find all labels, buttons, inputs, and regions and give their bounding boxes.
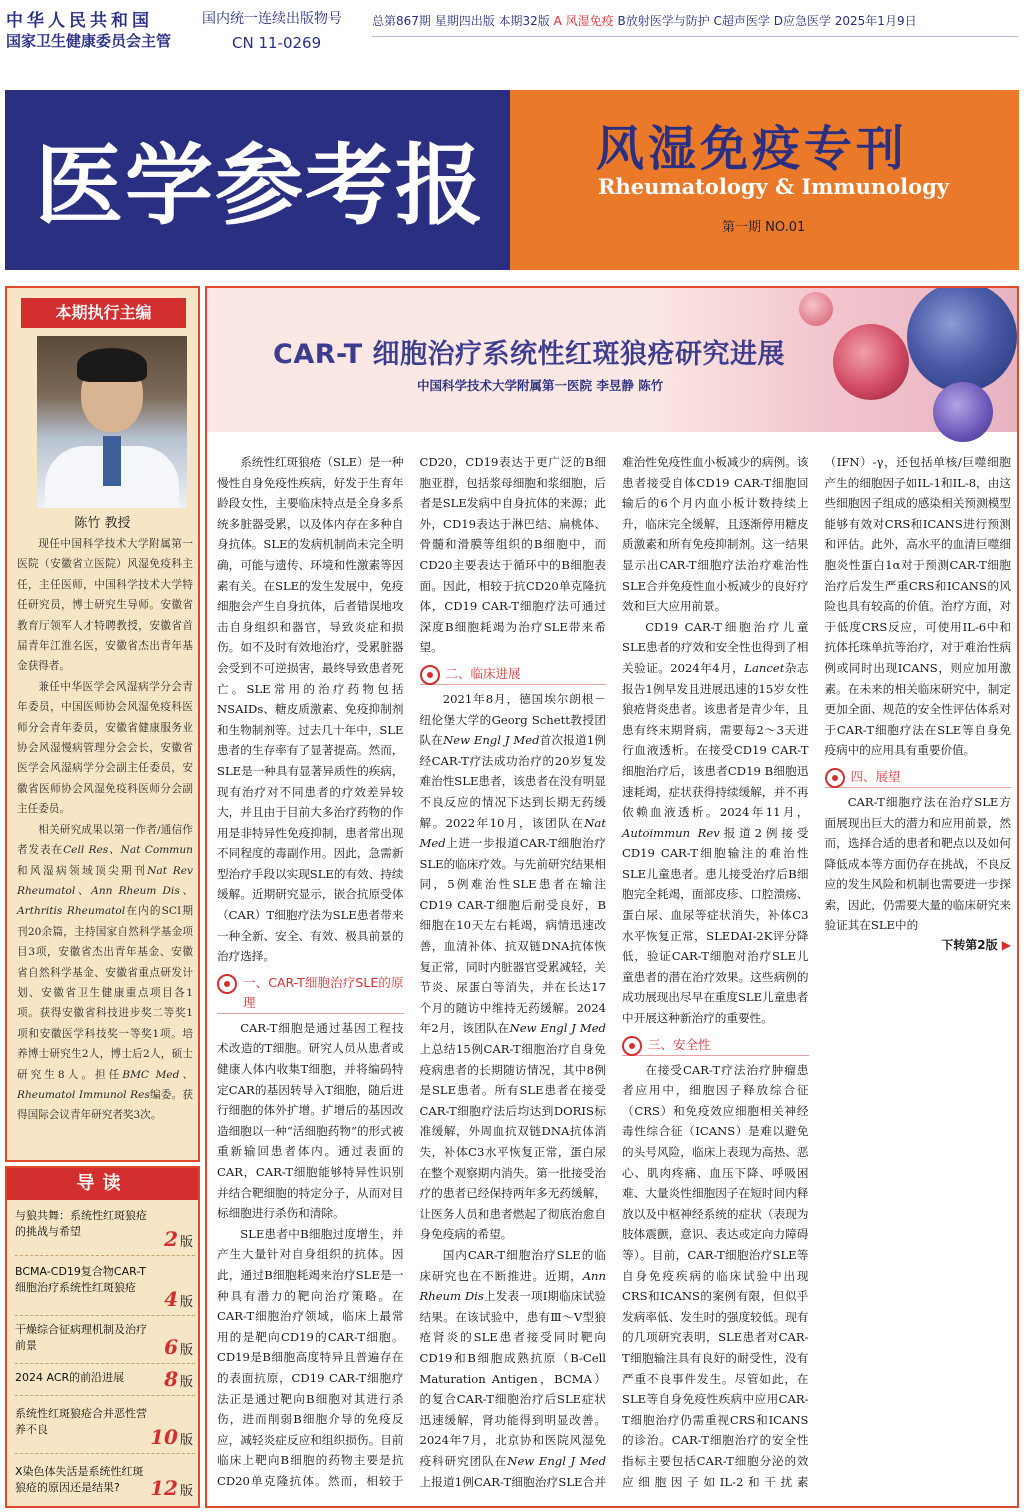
body-paragraph: CAR-T细胞是通过基因工程技术改造的T细胞。研究人员从患者或健康人体内收集T细胞，并将编码特定CAR的基因转导入T细胞，随后进行细胞的体外扩增。扩增后的基因改造细胞以一种“活细胞药物”的形式被重新输回患者体内。通过表面的CAR，CAR-T细胞能够特异性识别并结合靶细胞的特定分子，从而对目标细胞进行杀伤和清除。: [217, 1020, 404, 1221]
supplement-title: 风湿免疫专刊: [596, 121, 909, 177]
body-text: 杂志报告1例早发且进展迅速的15岁女性狼疮肾炎患者。该患者是青少年，且患有终末期肾病，需要每2～3天进行血液透析。在接受CD19 CAR-T细胞治疗后，该患者CD19 B细胞迅速耗竭，症状获得持续缓解，并不再依赖血液透析。2024年11月，: [622, 660, 809, 820]
body-text: 上发表一项Ⅰ期临床试验结果。在该试验中，患有Ⅲ～Ⅴ型狼疮肾炎的SLE患者接受同时靶向CD19和B细胞成熟抗原（B-Cell Maturation Antigen，BCMA）的复合CAR-T细胞治疗后SLE症状迅速缓解，肾功能得到明显改善。2024年7月，北京协和医院风湿免疫科研究团队在: [419, 1289, 606, 1468]
bio-text: 和风湿病领域顶尖期刊: [17, 864, 148, 877]
guide-item-text: BCMA-CD19复合物CAR-T细胞治疗系统性红斑狼疮: [15, 1265, 147, 1294]
editor-box: [5, 286, 200, 1162]
article-authors: 中国科学技术大学附属第一医院 李昱静 陈竹: [417, 378, 664, 393]
guide-item[interactable]: [15, 1364, 195, 1396]
issue-info-suffix: B放射医学与防护 C超声医学 D应急医学 2025年1月9日: [613, 14, 917, 28]
cn-label: 国内统一连续出版物号: [202, 11, 342, 27]
main-article: [205, 286, 1019, 1508]
photo-tie-shape: [103, 436, 121, 486]
publisher-line2: 国家卫生健康委员会主管: [6, 32, 172, 50]
guide-page-unit: 版: [179, 1433, 193, 1448]
guide-item[interactable]: [15, 1316, 195, 1364]
guide-item-page: [150, 1425, 193, 1449]
body-text: 国内CAR-T细胞治疗SLE的临床研究也在不断推进。近期，: [419, 1247, 606, 1283]
journal-name: New Engl J Med: [507, 1453, 606, 1468]
guide-item[interactable]: [15, 1204, 195, 1256]
section-marker-icon: [825, 768, 845, 788]
body-paragraph: 在接受CAR-T疗法治疗肿瘤患者应用中，细胞因子释放综合征（CRS）和免疫效应细胞相关神经毒性综合征（ICANS）是难以避免的头号风险，临床上表现为高热、恶心、肌肉疼痛、血压下降、呼吸困难、大量炎性细胞因子在短时间内释放以及中枢神经系统的症状（表现为肢体震颤，意识、表达或定向力障碍等）。目前，CAR-T细胞治疗SLE等自身免疫疾病的临床试验中出现CRS和ICANS的案例有限，但似乎发病率低、发生时的强度较低。现有的几项研究表明，SLE患者对CAR-T细胞输注具有良好的耐受性，没有严重不良事件发生。尽管如此，在SLE等自身免疫性疾病中应用CAR-T细胞治疗仍需重视CRS和ICANS的诊治。CAR-T细胞治疗的安全性指标主要包括CAR-T细胞分泌的效应细胞因子如IL-2和干扰素（IFN）-γ，还包括单核/巨噬细胞产生的细胞因子如IL-1和IL-8，由这些细胞因子组成的感染相关预测模型能够有效对CRS和ICANS进行预测和评估。此外，高水平的血清巨噬细胞炎性蛋白1α对于预测CAR-T细胞治疗后发生严重CRS和ICANS的风险也具有较高的价值。治疗方面，对于低度CRS反应，可使用IL-6中和抗体托珠单抗等治疗，对于难治性病例或同时出现ICANS，则应加用激素。在未来的相关临床研究中，制定更加全面、规范的安全性评估体系对于CAR-T细胞疗法在SLE等自身免疫病中的应用具有重要价值。: [622, 455, 1011, 1489]
continued-notice[interactable]: [825, 936, 1012, 953]
guide-page-number: 4: [164, 1287, 178, 1311]
guide-heading: 导读: [7, 1168, 198, 1200]
guide-page-unit: 版: [179, 1484, 193, 1499]
editor-name: 陈竹 教授: [74, 516, 131, 531]
guide-page-unit: 版: [179, 1235, 193, 1250]
issue-info-highlight: A 风湿免疫: [553, 14, 614, 28]
guide-page-number: 6: [164, 1335, 178, 1359]
guide-item-text: X染色体失活是系统性红斑狼疮的原因还是结果?: [15, 1465, 144, 1494]
masthead-left-panel: [5, 90, 510, 270]
section-heading-1: [217, 973, 404, 1014]
editor-photo: [37, 336, 187, 508]
bio-text: 在内的SCI期刊20余篇，主持国家自然科学基金项目3项，安徽省杰出青年基金、安徽省自然科学基金、安徽省重点研发计划、安徽省卫生健康重点项目各1项。获得安徽省科技进步奖二等奖1项和安徽医学科技奖一等奖1项。培养博士研究生2人，博士后2人，硕士研究生8人。担任: [17, 905, 193, 1081]
section-heading-4: [825, 767, 1012, 788]
issue-number: 第一期 NO.01: [722, 220, 806, 235]
top-strip: [0, 0, 1024, 66]
body-text: CD19 CAR-T细胞治疗儿童SLE患者的疗效和安全性也得到了相关验证。2024年4月，: [622, 619, 809, 675]
journal-name: Ann Rheum Dis: [419, 1268, 606, 1304]
guide-box: [5, 1166, 200, 1508]
bio-journals: Cell Res、Nat Commun: [63, 844, 193, 857]
issue-info-prefix: 总第867期 星期四出版 本期32版: [372, 14, 554, 28]
guide-item-text: 干燥综合征病理机制及治疗前景: [15, 1323, 147, 1352]
article-body: [217, 452, 1011, 1504]
editor-bio-p2: 兼任中华医学会风湿病学分会青年委员，中国医师协会风湿免疫科医师分会青年委员，安徽省健康服务业协会风湿慢病管理分会会长，安徽省医学会风湿病学分会副主任委员，安徽省医师协会风湿免疫科医师分会副主任委员。: [17, 680, 193, 816]
continued-text: 下转第2版: [941, 938, 998, 953]
issue-info: [372, 12, 917, 29]
guide-page-number: 2: [164, 1227, 178, 1251]
guide-page-unit: 版: [179, 1295, 193, 1310]
bio-text: 编委。获得国际会议青年研究者奖3次。: [17, 1088, 193, 1122]
body-text: 2021年8月，德国埃尔朗根－纽伦堡大学的Georg Schett教授团队在: [419, 691, 606, 748]
body-text: 首次报道1例经CAR-T疗法成功治疗的20岁复发难治性SLE患者，该患者在没有明显不良反应的情况下达到长期无药缓解。2022年10月，该团队在: [419, 733, 606, 830]
editor-bio-p3: [17, 820, 193, 1126]
article-banner: [207, 288, 1017, 432]
section-marker-icon: [622, 1036, 642, 1056]
section-title: 二、临床进展: [445, 665, 521, 681]
guide-page-unit: 版: [179, 1343, 193, 1358]
body-paragraph: CAR-T细胞疗法在治疗SLE方面展现出巨大的潜力和应用前景，然而，选择合适的患者和靶点以及如何降低成本等方面仍存在挑战，不良反应的发生风险和机制也需要进一步探索，因此，仍需要大量的临床研究来验证其在SLE中的: [824, 794, 1011, 933]
section-title: 一、CAR-T细胞治疗SLE的原理: [243, 974, 404, 1010]
section-marker-icon: [420, 665, 440, 685]
body-paragraph: [622, 617, 809, 1029]
guide-item-page: [164, 1227, 193, 1251]
body-paragraph: [420, 689, 607, 1245]
bio-journals: Nat Rev Rheumatol、Ann Rheum Dis、Arthritis Rheumatol: [17, 864, 194, 918]
guide-page-number: 12: [150, 1476, 178, 1500]
body-text: 上总结15例CAR-T细胞治疗自身免疫病患者的长期随访情况，其中8例是SLE患者。所有SLE患者在接受CAR-T细胞疗法后均达到DORIS标准缓解，外周血抗双链DNA抗体消失，补体C3水平恢复正常，蛋白尿在整个观察期内消失。第一批接受治疗的患者已经保持两年多无药缓解，让医务人员和患者燃起了彻底治愈自身免疫病的希望。: [419, 1042, 606, 1242]
editor-bio-p1: 现任中国科学技术大学附属第一医院（安徽省立医院）风湿免疫科主任，主任医师，中国科学技术大学特任研究员，博士研究生导师。安徽省教育厅领军人才特聘教授，安徽省首届青年江淮名医，安徽省杰出青年基金获得者。: [17, 538, 193, 673]
publisher-line1: 中华人民共和国: [6, 11, 153, 31]
bio-text: 相关研究成果以第一作者/通信作者发表在: [17, 823, 193, 857]
guide-item-text: 与狼共舞：系统性红斑狼疮的挑战与希望: [15, 1209, 147, 1238]
section-title: 三、安全性: [648, 1036, 711, 1052]
journal-name: New Engl J Med: [443, 733, 540, 748]
article-title: CAR-T 细胞治疗系统性红斑狼疮研究进展: [273, 339, 786, 370]
cn-number: CN 11-0269: [232, 34, 322, 52]
guide-item-page: [164, 1335, 193, 1359]
photo-hair-shape: [77, 348, 147, 382]
journal-name: Nat Med: [419, 815, 606, 851]
editor-heading: 本期执行主编: [21, 298, 186, 328]
guide-item[interactable]: [15, 1454, 195, 1504]
guide-item[interactable]: [15, 1396, 195, 1454]
body-text: 上进一步报道CAR-T细胞治疗SLE的临床疗效。与先前研究结果相同，5例难治性SLE患者在输注CD19 CAR-T细胞后耐受良好，B细胞在10天左右耗竭，病情迅速改善，血清补体、抗双链DNA抗体恢复正常，同时内脏器官受累减轻，关节炎、尿蛋白等消失，并在长达17个月的随访中维持无药缓解。2024年2月，该团队在: [419, 836, 606, 1036]
journal-name: New Engl J Med: [509, 1021, 606, 1036]
virus-illustration: [907, 286, 1017, 392]
section-title: 四、展望: [850, 768, 901, 784]
header-divider: [372, 36, 1018, 37]
masthead-right-panel: [510, 90, 1019, 270]
guide-item-page: [164, 1287, 193, 1311]
guide-item[interactable]: [15, 1256, 195, 1316]
guide-item-text: 2024 ACR的前沿进展: [15, 1371, 125, 1384]
section-heading-3: [622, 1035, 809, 1056]
intro-paragraph: 系统性红斑狼疮（SLE）是一种慢性自身免疫性疾病，好发于生育年龄段女性，主要临床特点是全身多系统多脏器受累，以及体内存在多种自身抗体。SLE的发病机制尚未完全明确，可能与遗传、环境和性激素等因素有关。在SLE的发生发展中，免疫细胞会产生自身抗体，后者错误地攻击自身组织和器官，导致炎症和损伤。如不及时有效地治疗，受累脏器会受到不可逆损害，最终导致患者死亡。SLE常用的治疗药物包括NSAIDs、糖皮质激素、免疫抑制剂和生物制剂等。过去几十年中，SLE患者的生存率有了显著提高。然而，SLE是一种具有显著异质性的疾病，现有治疗对不同患者的疗效差异较大，并且由于目前大多治疗药物的作用是非特异性免疫抑制，患者常出现不同程度的毒副作用。因此，急需新型治疗手段以实现SLE的有效、持续缓解。近期研究显示，嵌合抗原受体（CAR）T细胞疗法为SLE患者带来一种全新、安全、有效、极具前景的治疗选择。: [217, 455, 404, 964]
body-text: 上报道1例CAR-T细胞治疗SLE合并难治性免疫性血小板减少的病例。该患者接受自体CD19 CAR-T细胞回输后的6个月内血小板计数持续上升，临床完全缓解，且逐渐停用糖皮质激素和所有免疫抑制剂。这一结果显示出CAR-T细胞疗法治疗难治性SLE合并免疫性血小板减少的良好疗效和巨大应用前景。: [419, 455, 809, 1489]
guide-item-page: [164, 1367, 193, 1391]
virus-illustration: [833, 324, 909, 400]
masthead: [0, 66, 1024, 272]
editor-bio: [17, 534, 193, 1126]
supplement-title-en: Rheumatology & Immunology: [598, 174, 950, 199]
guide-item-page: [150, 1476, 193, 1500]
section-heading-2: [420, 664, 607, 685]
virus-illustration: [799, 292, 833, 326]
body-text: 报道2例接受CD19 CAR-T细胞输注的难治性SLE儿童患者。患儿接受治疗后B细胞完全耗竭，面部皮疹、口腔溃疡、蛋白尿、血尿等症状消失，补体C3水平恢复正常，SLEDAI-2K评分降低，验证CAR-T细胞对治疗SLE儿童患者的潜在治疗效果。这些病例的成功展现出尽早在重度SLE儿童患者中开展这种新治疗的重要性。: [622, 825, 809, 1026]
guide-item-text: 系统性红斑狼疮合并恶性营养不良: [15, 1407, 147, 1436]
guide-page-unit: 版: [179, 1375, 193, 1390]
bio-journals: BMC Med、Rheumatol Immunol Res: [17, 1068, 193, 1101]
virus-illustration: [933, 382, 993, 442]
right-arrow-icon: ▶: [1001, 938, 1011, 953]
journal-name: Autoimmun Rev: [622, 825, 720, 840]
guide-page-number: 10: [150, 1425, 178, 1449]
journal-name: Lancet: [744, 660, 785, 675]
section-marker-icon: [217, 974, 237, 994]
newspaper-title: 医学参考报: [35, 133, 486, 237]
guide-page-number: 8: [164, 1367, 178, 1391]
body-paragraph: SLE患者中B细胞过度增生，并产生大量针对自身组织的抗体。因此，通过B细胞耗竭来治疗SLE是一种具有潜力的靶向治疗策略。在CAR-T细胞治疗领域，临床上最常用的是靶向CD19的CAR-T细胞。CD19是B细胞高度特异且普遍存在的表面抗原，CD19 CAR-T细胞疗法正是通过靶向B细胞对其进行杀伤，进而削弱B细胞介导的免疫反应，减轻炎症反应和组织损伤。目前临床上靶向B细胞的药物主要是抗CD20单克隆抗体。然而，相较于CD20，CD19表达于更广泛的B细胞亚群，包括浆母细胞和浆细胞，后者是SLE发病中自身抗体的来源；此外，CD19表达于淋巴结、扁桃体、骨髓和滑膜等组织的B细胞中，而CD20主要表达于循环中的B细胞表面。因此，相较于抗CD20单克隆抗体，CD19 CAR-T细胞疗法可通过深度B细胞耗竭为治疗SLE带来希望。: [217, 455, 606, 1488]
guide-list: [15, 1204, 195, 1504]
